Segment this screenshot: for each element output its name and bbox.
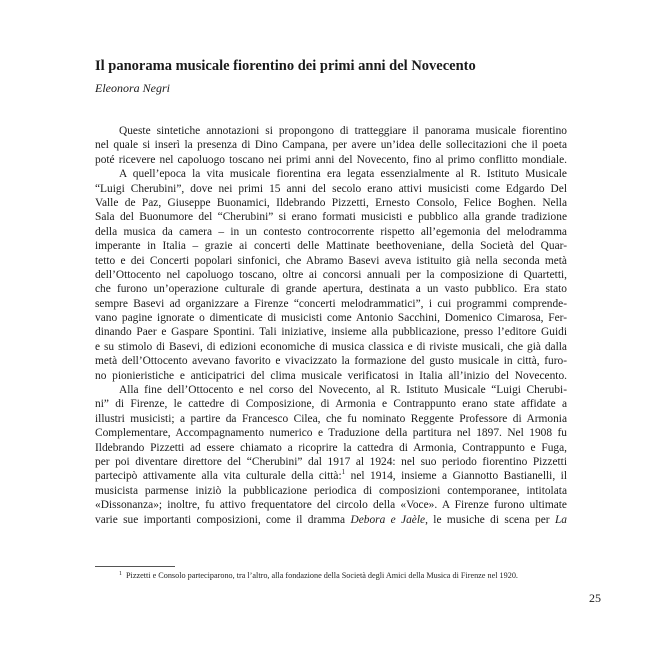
body-line: nel quale si inserì la presenza di Dino Campana, per avere un’idea delle sollecitazioni che il poeta xyxy=(95,139,567,152)
body-line: “Luigi Cherubini”, dove nei primi 15 anni del secolo erano attivi musicisti come Edgardo Del xyxy=(95,182,567,195)
body-line: «Dissonanza»; inoltre, fu attivo frequentatore del circolo della «Voce». A Firenze furono ultimate xyxy=(95,499,567,512)
page-number: 25 xyxy=(589,591,601,605)
body-line: imperante in Italia – grazie ai concerti delle Mattinate beethoveniane, della Società del Quar- xyxy=(95,240,567,253)
body-line: A quell’epoca la vita musicale fiorentina era legata essenzialmente al R. Istituto Musicale xyxy=(119,168,567,181)
body-line: per poi diventare direttore del “Cherubini” dal 1917 al 1924: nel suo periodo fiorentino Pizzetti xyxy=(95,455,567,468)
body-line: che furono un’operazione culturale di grande apertura, destinata a un vasto pubblico. Era stato xyxy=(95,283,567,296)
article-author: Eleonora Negri xyxy=(95,81,170,95)
footnote xyxy=(119,571,518,580)
body-line: Complementare, Accompagnamento numerico e Traduzione della partitura nel 1897. Nel 1908 fu xyxy=(95,427,567,440)
footnote-separator xyxy=(95,566,175,567)
body-line: vano pagine ignorate o dimenticate di musicisti come Antonio Sacchini, Domenico Cimarosa, Fer- xyxy=(95,312,567,325)
body-line: partecipò attivamente alla vita culturale della città:$^1$ nel 1914, insieme a Giannotto Bastianelli, il xyxy=(95,468,567,483)
article-title: Il panorama musicale fiorentino dei primi anni del Novecento xyxy=(95,58,476,74)
body-line: poté ricevere nel capoluogo toscano nei primi anni del Novecento, fino al primo conflitto mondiale. xyxy=(95,153,567,166)
article-body xyxy=(95,124,567,527)
body-line: musicista parmense iniziò la pubblicazione periodica di composizioni contemporanee, intitolata xyxy=(95,484,567,497)
footnote-number: 1 xyxy=(119,571,122,577)
body-line: Valle de Paz, Giuseppe Buonamici, Ildebrando Pizzetti, Ernesto Consolo, Felice Boghen. Nella xyxy=(95,196,567,209)
body-line: varie sue importanti composizioni, come il dramma Debora e Jaèle, le musiche di scena per La xyxy=(95,513,567,526)
body-line: e su stimolo di Basevi, di edizioni economiche di musica classica e di riviste musicali, che già dalla xyxy=(95,340,567,353)
body-line: della musica da camera – in un contesto controcorrente rispetto all’egemonia del melodramma xyxy=(95,225,567,238)
body-line: Alla fine dell’Ottocento e nel corso del Novecento, al R. Istituto Musicale “Luigi Cherubi- xyxy=(119,384,567,397)
body-line: Ildebrando Pizzetti ad essere chiamato a ricoprire la cattedra di Armonia, Contrappunto e Fuga, xyxy=(95,441,567,454)
body-line: dell’Ottocento nel capoluogo toscano, oltre ai concorsi annuali per la composizione di Quartetti, xyxy=(95,268,567,281)
footnote-text: Pizzetti e Consolo parteciparono, tra l’altro, alla fondazione della Società degli Amici della Musica di Firenze nel 1920. xyxy=(126,571,518,580)
body-line: Queste sintetiche annotazioni si propongono di tratteggiare il panorama musicale fiorentino xyxy=(119,125,567,137)
body-line: tetto e dei Concerti popolari sinfonici, che Abramo Basevi aveva istituito già nella seconda metà xyxy=(95,254,567,267)
body-line: no pionieristiche e anticipatrici del clima musicale verificatosi in Italia all’inizio del Novecento. xyxy=(95,369,567,382)
body-line: Sala del Buonumore del “Cherubini” si erano formati musicisti e pubblico alla grande tradizione xyxy=(95,211,567,224)
body-line: metà dell’Ottocento avevano favorito e vivacizzato la formazione del gusto musicale in città, furo- xyxy=(95,355,567,368)
body-line: sempre Basevi ad organizzare a Firenze “concerti melodrammatici”, i cui programmi comprende- xyxy=(95,297,567,310)
body-line: illustri musicisti; a partire da Francesco Cilea, che fu nominato Reggente Professore di Armonia xyxy=(95,412,567,425)
body-line: ni” di Firenze, le cattedre di Composizione, di Armonia e Contrappunto erano state affidate a xyxy=(95,398,567,411)
body-line: dinando Paer e Gaspare Spontini. Tali iniziative, insieme alla pubblicazione, presso l’editore Guidi xyxy=(95,326,567,339)
